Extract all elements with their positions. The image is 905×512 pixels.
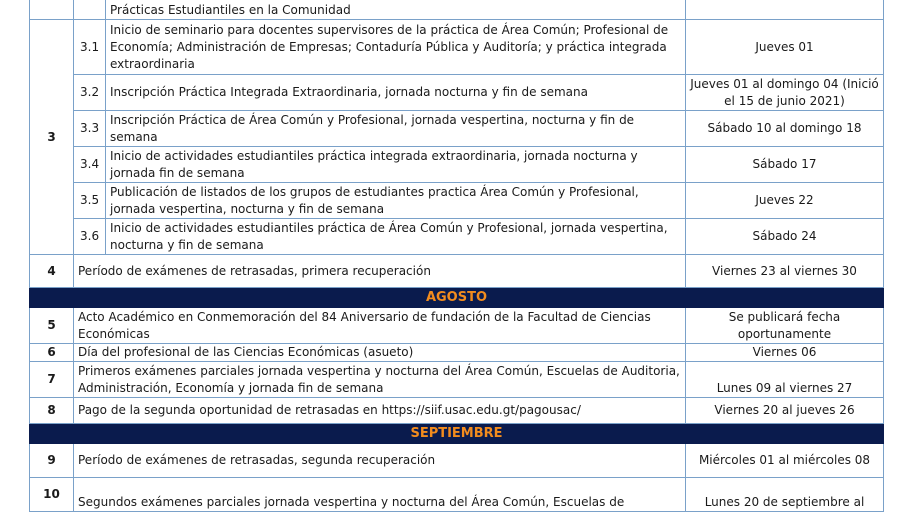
sub-number: 3.3 [74,111,106,147]
table-row [30,478,884,512]
sub-number: 3.6 [74,219,106,255]
row-date: Lunes 09 al viernes 27 [686,362,884,398]
table-row [30,147,884,183]
row-description: Inicio de actividades estudiantiles práctica de Área Común y Profesional, jornada vespertina, nocturna y fin de semana [106,219,686,255]
row-date: Viernes 23 al viernes 30 [686,255,884,288]
row-date: Sábado 10 al domingo 18 [686,111,884,147]
row-number: 4 [30,255,74,288]
row-description: Prácticas Estudiantiles en la Comunidad [106,0,686,20]
month-header-agosto: AGOSTO [30,288,884,308]
row-description: Publicación de listados de los grupos de estudiantes practica Área Común y Profesional, jornada vespertina, nocturna y fin de semana [106,183,686,219]
row-number: 7 [30,362,74,398]
row-number: 8 [30,398,74,424]
academic-calendar-table [29,0,884,512]
row-date: Jueves 22 [686,183,884,219]
table-row [30,75,884,111]
row-number: 6 [30,344,74,362]
sub-number-cell [74,0,106,20]
table-row [30,0,884,20]
row-description: Inscripción Práctica de Área Común y Profesional, jornada vespertina, nocturna y fin de semana [106,111,686,147]
table-row [30,362,884,398]
row-description: Inicio de seminario para docentes supervisores de la práctica de Área Común; Profesional de Economía; Administración de Empresas; Contaduría Pública y Auditoría; y práctica integrada extraordinaria [106,20,686,75]
row-description: Período de exámenes de retrasadas, primera recuperación [74,255,686,288]
table-row [30,255,884,288]
sub-number: 3.4 [74,147,106,183]
row-number: 10 [30,478,74,512]
sub-number: 3.2 [74,75,106,111]
row-date: Se publicará fecha oportunamente [686,308,884,344]
month-header-row [30,288,884,308]
row-description: Período de exámenes de retrasadas, segunda recuperación [74,444,686,478]
row-description: Acto Académico en Conmemoración del 84 Aniversario de fundación de la Facultad de Ciencias Económicas [74,308,686,344]
month-header-row [30,424,884,444]
row-date: Miércoles 01 al miércoles 08 [686,444,884,478]
month-header-septiembre: SEPTIEMBRE [30,424,884,444]
table-row [30,183,884,219]
row-date: Viernes 20 al jueves 26 [686,398,884,424]
table-row [30,219,884,255]
row-number: 5 [30,308,74,344]
row-description: Primeros exámenes parciales jornada vespertina y nocturna del Área Común, Escuelas de Auditoria, Administración, Economía y jornada fin de semana [74,362,686,398]
table-row [30,344,884,362]
sub-number: 3.5 [74,183,106,219]
row-date: Lunes 20 de septiembre al [686,478,884,512]
sub-number: 3.1 [74,20,106,75]
table-row [30,308,884,344]
row-description: Segundos exámenes parciales jornada vespertina y nocturna del Área Común, Escuelas de [74,478,686,512]
row-number-cell [30,0,74,20]
row-date [686,0,884,20]
row-date: Sábado 24 [686,219,884,255]
table-row [30,398,884,424]
row-description: Inicio de actividades estudiantiles práctica integrada extraordinaria, jornada nocturna y jornada fin de semana [106,147,686,183]
row-description: Pago de la segunda oportunidad de retrasadas en https://siif.usac.edu.gt/pagousac/ [74,398,686,424]
table-row [30,444,884,478]
row-date: Viernes 06 [686,344,884,362]
table-row [30,111,884,147]
row-date: Jueves 01 al domingo 04 (Inició el 15 de junio 2021) [686,75,884,111]
row-date: Jueves 01 [686,20,884,75]
row-description: Inscripción Práctica Integrada Extraordinaria, jornada nocturna y fin de semana [106,75,686,111]
table-row [30,20,884,75]
row-number: 9 [30,444,74,478]
row-date: Sábado 17 [686,147,884,183]
row-description: Día del profesional de las Ciencias Económicas (asueto) [74,344,686,362]
row-number: 3 [30,20,74,255]
